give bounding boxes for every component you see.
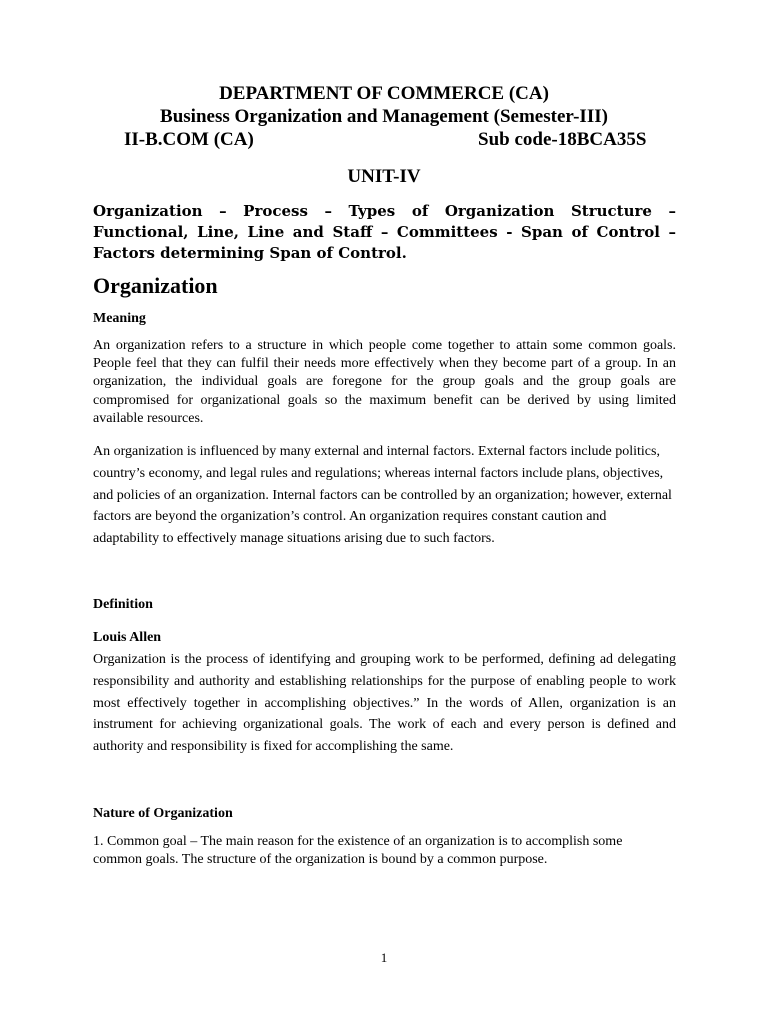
subheading-nature: Nature of Organization bbox=[93, 806, 233, 821]
definition-paragraph: Organization is the process of identifying and grouping work to be performed, defining ad delegating responsibility and authority and establishing relationships for the purpose of enabling people to work most effectively together in accomplishing objectives.” In the words of Allen, organization is an instrument for achieving organizational goals. The work of each and every person is defined and authority and responsibility is fixed for accomplishing the same. bbox=[93, 652, 676, 755]
unit-topics: Organization – Process – Types of Organization Structure – Functional, Line, Line and Staff – Committees - Span of Control – Factors determining Span of Control. bbox=[93, 202, 676, 262]
class-label: II-B.COM (CA) bbox=[124, 129, 254, 150]
nature-item-1: 1. Common goal – The main reason for the existence of an organization is to accomplish some common goals. The structure of the organization is bound by a common purpose. bbox=[93, 834, 623, 868]
meaning-paragraph-1: An organization refers to a structure in which people come together to attain some common goals. People feel that they can fulfil their needs more effectively when they become part of a group. In an organization, the individual goals are foregone for the group goals and the group goals are compromised for organizational goals so the maximum benefit can be derived by using limited available resources. bbox=[93, 338, 676, 426]
subject-code: Sub code-18BCA35S bbox=[478, 129, 647, 150]
page-number: 1 bbox=[380, 950, 388, 965]
subheading-definition: Definition bbox=[93, 597, 153, 612]
course-title: Business Organization and Management (Semester-III) bbox=[160, 106, 608, 127]
subheading-meaning: Meaning bbox=[93, 311, 146, 326]
section-heading-organization: Organization bbox=[93, 273, 218, 298]
meaning-paragraph-2: An organization is influenced by many external and internal factors. External factors include politics, country’s economy, and legal rules and regulations; whereas internal factors include plans, objectives, and policies of an organization. Internal factors can be controlled by an organization; however, external factors are beyond the organization’s control. An organization requires constant caution and adaptability to effectively manage situations arising due to such factors. bbox=[93, 444, 672, 547]
unit-title: UNIT-IV bbox=[347, 166, 421, 187]
department-title: DEPARTMENT OF COMMERCE (CA) bbox=[219, 83, 549, 104]
definition-author: Louis Allen bbox=[93, 630, 162, 645]
